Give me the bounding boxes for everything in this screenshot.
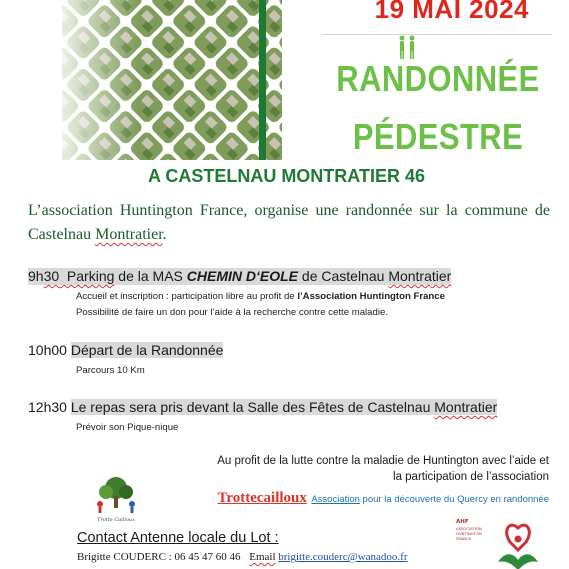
benefit-line-1: Au profit de la lutte contre la maladie de Huntington avec l’aide et	[217, 455, 549, 467]
parking-spellcheck-word: Montratier	[388, 268, 452, 284]
trottecailloux-desc: pour la découverte du Quercy en randonnée	[359, 494, 549, 505]
ahf-line-2: HUNTINGTON	[456, 531, 482, 536]
schedule-time-hour: 9h	[28, 268, 44, 284]
trottecailloux-name[interactable]: Trottecailloux	[217, 490, 307, 506]
repas-text	[71, 399, 497, 415]
schedule-item-parking	[28, 268, 558, 321]
schedule-item-detail: Prévoir son Pique-nique	[76, 422, 179, 433]
walkers-icon	[394, 34, 420, 60]
depart-text: Départ de la Randonnée	[70, 342, 224, 358]
parking-text: de la MAS	[114, 268, 187, 284]
contact-name-phone: Brigitte COUDERC : 06 45 47 60 46	[77, 551, 241, 563]
ahf-line-1: ASSOCIATION	[456, 526, 482, 531]
schedule-item-repas	[28, 399, 558, 436]
schedule-item-heading	[28, 342, 223, 359]
intro-text: L’association Huntington France, organise une randonnée sur la commune de Castelnau	[28, 202, 550, 243]
ahf-line-3: FRANCE	[456, 536, 472, 541]
repas-spellcheck-word: Montratier	[434, 399, 498, 415]
date-divider	[322, 34, 552, 35]
intro-paragraph	[28, 199, 550, 247]
schedule-item-heading	[28, 399, 497, 416]
intro-end: .	[162, 226, 167, 243]
leaves-icon	[498, 554, 538, 569]
ahf-acronym: AHF	[456, 519, 469, 525]
email-link[interactable]: brigitte.couderc@wanadoo.fr	[278, 551, 408, 563]
contact-details	[77, 551, 408, 563]
schedule-item-heading	[28, 268, 451, 285]
mas-name: CHEMIN D‘EOLE	[186, 268, 299, 284]
benefit-line-2: la participation de l’association	[393, 471, 549, 483]
parking-text-2: de Castelnau	[298, 268, 389, 284]
schedule-item-detail-2: Possibilité de faire un don pour l’aide à la recherche contre cette maladie.	[76, 307, 388, 318]
benefit-note	[150, 453, 549, 485]
event-date: 19 MAI 2024	[374, 0, 529, 24]
trottecailloux-link[interactable]: Association	[311, 494, 360, 505]
schedule-item-detail: Parcours 10 Km	[76, 365, 145, 376]
schedule-time: 10h00	[28, 342, 67, 358]
repas-text-main: Le repas sera pris devant la Salle des Fêtes de Castelnau	[70, 399, 435, 415]
contact-heading: Contact Antenne locale du Lot :	[77, 530, 279, 546]
parking-label: Parking	[59, 268, 115, 284]
trottecailloux-logo	[88, 474, 144, 524]
page-headline: A CASTELNAU MONTRATIER 46	[147, 166, 425, 186]
detail-text: Accueil et inscription : participation libre au profit de	[76, 291, 298, 302]
email-label: Email	[249, 551, 276, 563]
schedule-time: 12h30	[28, 399, 67, 415]
schedule-item-detail	[28, 289, 558, 305]
intro-spellcheck-word: Montratier	[95, 226, 163, 243]
trottecailloux-line	[150, 489, 549, 507]
title-randonnee: RANDONNÉE	[336, 58, 540, 99]
schedule-item-depart	[28, 342, 558, 379]
ahf-logo	[452, 516, 547, 569]
person-head-icon	[515, 536, 522, 543]
schedule-time-minute: 30	[43, 268, 60, 284]
logo-caption: Trotte Cailloux	[97, 517, 135, 523]
detail-association: l’Association Huntington France	[297, 291, 445, 302]
title-pedestre: PÉDESTRE	[352, 116, 524, 157]
